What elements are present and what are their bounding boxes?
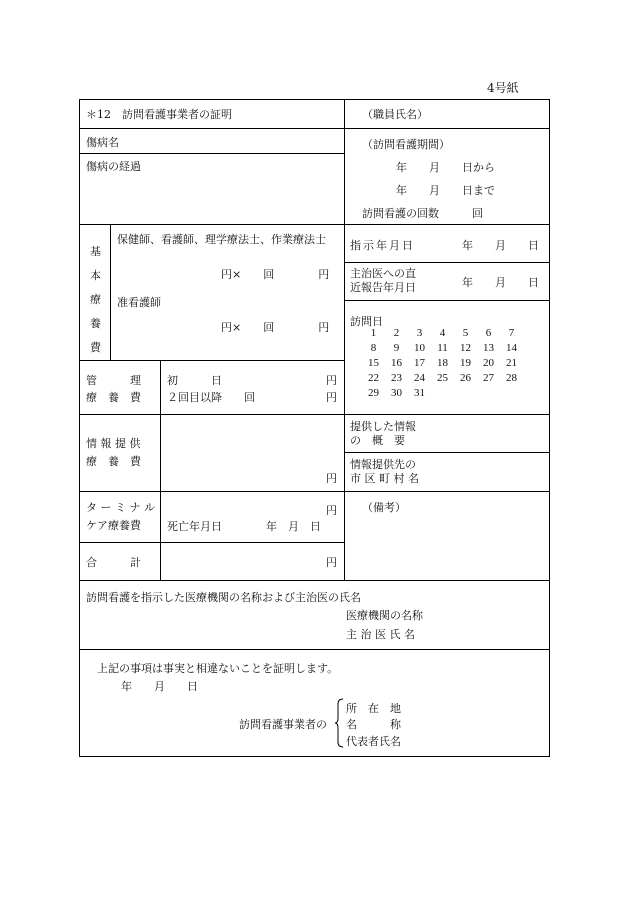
day-cell: 11 xyxy=(437,342,448,354)
nurse-fee-calc: 円× 回 円 xyxy=(221,268,330,281)
day-cell: 3 xyxy=(416,327,423,339)
day-cell: 7 xyxy=(508,327,515,339)
info-summary-label: 提供した情報 の 概 要 xyxy=(350,420,416,447)
visit-count: 訪問看護の回数 回 xyxy=(362,207,483,220)
first-day-label: 初 日 xyxy=(167,374,222,387)
row-line xyxy=(79,360,344,361)
day-cell: 25 xyxy=(437,372,448,384)
day-cell: 28 xyxy=(506,372,517,384)
column-line xyxy=(160,360,161,580)
visit-days-label: 訪問日 xyxy=(350,315,383,328)
provider-address-label: 所 在 地 xyxy=(346,702,401,715)
row-line xyxy=(79,414,550,415)
staff-name-label: （職員氏名） xyxy=(362,108,428,121)
provider-label: 訪問看護事業者の xyxy=(239,718,327,731)
first-day-yen: 円 xyxy=(326,374,337,387)
row-line xyxy=(79,580,550,581)
info-destination-label: 情報提供先の 市 区 町 村 名 xyxy=(350,458,419,485)
day-cell: 5 xyxy=(462,327,469,339)
section-header-title: ＊12 訪問看護事業者の証明 xyxy=(86,108,232,121)
doctor-name-label: 主 治 医 氏 名 xyxy=(346,628,415,641)
form-number: 4号紙 xyxy=(487,81,519,95)
day-cell: 29 xyxy=(368,387,379,399)
total-yen: 円 xyxy=(326,556,337,569)
day-cell: 13 xyxy=(483,342,494,354)
day-cell: 6 xyxy=(485,327,492,339)
day-cell: 18 xyxy=(437,357,448,369)
assistant-nurse-label: 准看護師 xyxy=(117,296,161,309)
row-line xyxy=(344,300,550,301)
day-cell: 8 xyxy=(370,342,377,354)
day-cell: 17 xyxy=(414,357,425,369)
day-cell: 20 xyxy=(483,357,494,369)
representative-label: 代表者氏名 xyxy=(346,735,401,748)
brace-icon xyxy=(334,698,344,748)
terminal-fee-yen: 円 xyxy=(326,504,337,517)
row-line xyxy=(344,262,550,263)
column-line xyxy=(344,99,345,580)
certification-statement: 上記の事項は事実と相違ないことを証明します。 xyxy=(97,662,339,675)
day-cell: 12 xyxy=(460,342,471,354)
day-cell: 22 xyxy=(368,372,379,384)
day-cell: 9 xyxy=(393,342,400,354)
second-onward-label: ２回目以降 回 xyxy=(167,391,255,404)
visit-days-calendar xyxy=(362,327,532,402)
day-cell: 23 xyxy=(391,372,402,384)
assistant-nurse-fee-calc: 円× 回 円 xyxy=(221,321,330,334)
row-line xyxy=(79,491,550,492)
day-cell: 24 xyxy=(414,372,425,384)
day-cell: 4 xyxy=(439,327,446,339)
day-cell: 21 xyxy=(506,357,517,369)
remarks-label: （備考） xyxy=(362,501,406,514)
info-fee-label: 情 報 提 供 療 養 費 xyxy=(86,437,141,468)
row-line xyxy=(79,649,550,650)
report-date-value: 年 月 日 xyxy=(462,276,539,289)
visit-period-from: 年 月 日から xyxy=(396,161,495,174)
day-cell: 15 xyxy=(368,357,379,369)
management-fee-label: 管 理 療 養 費 xyxy=(86,374,141,404)
day-cell: 1 xyxy=(370,327,377,339)
disease-course-label: 傷病の経過 xyxy=(86,160,141,173)
info-fee-yen: 円 xyxy=(326,472,337,485)
terminal-fee-label: タ ー ミ ナ ル ケア療養費 xyxy=(86,501,155,532)
total-label: 合 計 xyxy=(86,556,141,569)
day-cell: 31 xyxy=(414,387,425,399)
day-cell: 14 xyxy=(506,342,517,354)
column-line xyxy=(110,224,111,360)
visit-period-to: 年 月 日まで xyxy=(396,184,495,197)
visit-period-label: （訪問看護期間） xyxy=(362,138,450,151)
institution-heading: 訪問看護を指示した医療機関の名称および主治医の氏名 xyxy=(86,591,361,604)
disease-name-label: 傷病名 xyxy=(86,136,119,149)
row-line xyxy=(79,542,344,543)
instruction-date-value: 年 月 日 xyxy=(462,239,539,252)
day-cell: 19 xyxy=(460,357,471,369)
instruction-date-label: 指示年月日 xyxy=(350,239,415,252)
day-cell: 10 xyxy=(414,342,425,354)
basic-fee-label: 基 本 療 養 費 xyxy=(90,245,101,354)
certification-date: 年 月 日 xyxy=(121,680,198,693)
row-line xyxy=(79,153,344,154)
day-cell: 27 xyxy=(483,372,494,384)
row-line xyxy=(79,224,550,225)
row-line xyxy=(79,128,550,129)
nurse-types-label: 保健師、看護師、理学療法士、作業療法士 xyxy=(117,233,326,246)
day-cell: 2 xyxy=(393,327,400,339)
day-cell: 30 xyxy=(391,387,402,399)
second-onward-yen: 円 xyxy=(326,391,337,404)
institution-name-label: 医療機関の名称 xyxy=(346,609,423,622)
day-cell: 26 xyxy=(460,372,471,384)
day-cell: 16 xyxy=(391,357,402,369)
provider-name-label: 名 称 xyxy=(346,718,401,731)
report-date-label: 主治医への直 近報告年月日 xyxy=(350,267,416,294)
death-date-label: 死亡年月日 年 月 日 xyxy=(167,520,321,533)
row-line xyxy=(344,452,550,453)
